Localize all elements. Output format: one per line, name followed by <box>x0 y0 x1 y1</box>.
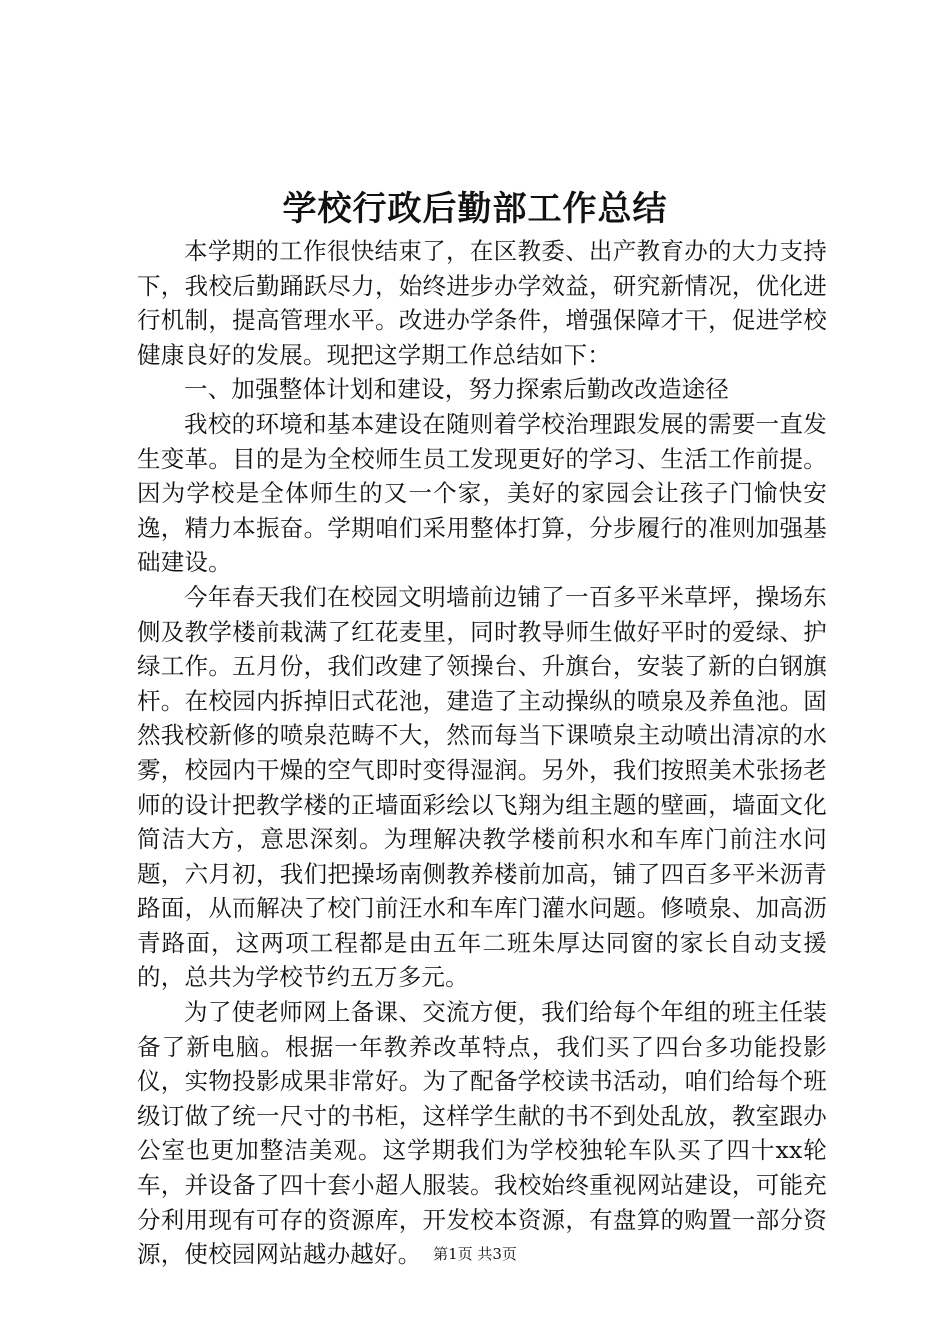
paragraph-intro: 本学期的工作很快结束了，在区教委、出产教育办的大力支持下，我校后勤踊跃尽力，始终进步办学效益，研究新情况，优化进行机制，提高管理水平。改进办学条件，增强保障才干，促进学校健康良好的发展。现把这学期工作总结如下： <box>137 237 827 369</box>
document-body <box>137 234 827 1272</box>
paragraph-spring-projects: 今年春天我们在校园文明墙前边铺了一百多平米草坪，操场东侧及教学楼前栽满了红花麦里，同时教导师生做好平时的爱绿、护绿工作。五月份，我们改建了领操台、升旗台，安装了新的白钢旗杆。在校园内拆掉旧式花池，建造了主动操纵的喷泉及养鱼池。固然我校新修的喷泉范畴不大，然而每当下课喷泉主动喷出清凉的水雾，校园内干燥的空气即时变得湿润。另外，我们按照美术张扬老师的设计把教学楼的正墙面彩绘以飞翔为组主题的壁画，墙面文化简洁大方，意思深刻。为理解决教学楼前积水和车库门前注水问题，六月初，我们把操场南侧教养楼前加高，铺了四百多平米沥青路面，从而解决了校门前汪水和车库门灌水问题。修喷泉、加高沥青路面，这两项工程都是由五年二班朱厚达同窗的家长自动支援的，总共为学校节约五万多元。 <box>137 582 827 992</box>
paragraph-environment: 我校的环境和基本建设在随则着学校治理跟发展的需要一直发生变革。目的是为全校师生员工发现更好的学习、生活工作前提。因为学校是全体师生的又一个家，美好的家园会让孩子门愉快安逸，精力本振奋。学期咱们采用整体打算，分步履行的准则加强基础建设。 <box>137 409 827 577</box>
document-title: 学校行政后勤部工作总结 <box>282 189 668 229</box>
section-heading-1: 一、加强整体计划和建设，努力探索后勤改改造途径 <box>184 375 730 404</box>
paragraph-equipment: 为了使老师网上备课、交流方便，我们给每个年组的班主任装备了新电脑。根据一年教养改革特点，我们买了四台多功能投影仪，实物投影成果非常好。为了配备学校读书活动，咱们给每个班级订做了统一尺寸的书柜，这样学生献的书不到处乱放，教室跟办公室也更加整洁美观。这学期我们为学校独轮车队买了四十xx轮车，并设备了四十套小超人服装。我校始终重视网站建设，可能充分利用现有可存的资源库，开发校本资源，有盘算的购置一部分资源，使校园网站越办越好。 <box>137 998 827 1269</box>
page-number-footer: 第1页 共3页 <box>433 1245 517 1263</box>
